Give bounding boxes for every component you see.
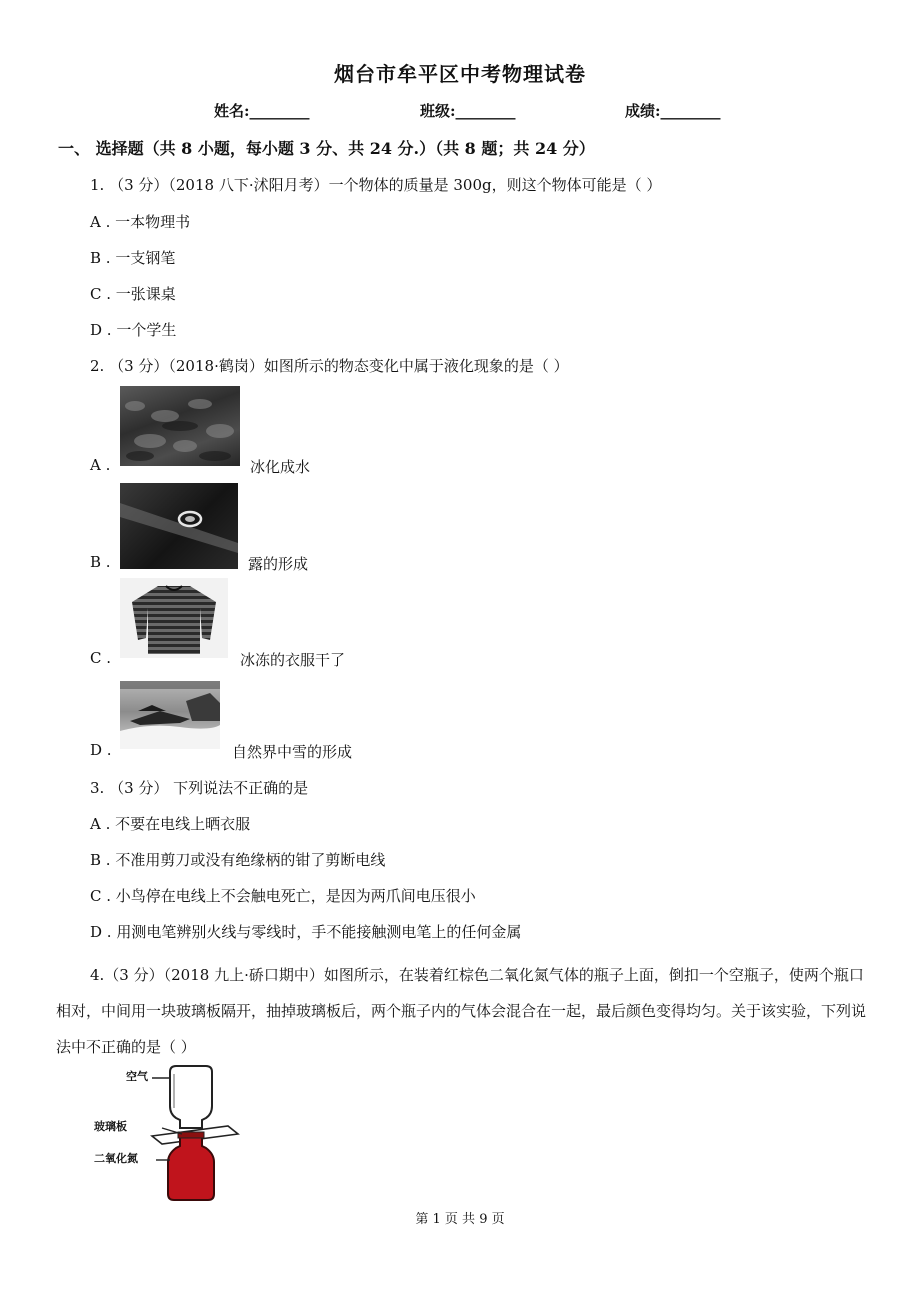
q3-option-a: A . 不要在电线上晒衣服 bbox=[90, 815, 251, 833]
q2-option-d-image bbox=[120, 681, 220, 749]
page-footer: 第 1 页 共 9 页 bbox=[415, 1212, 505, 1227]
q2-option-b-image bbox=[120, 483, 238, 569]
q4-label-no2: 二氧化氮 bbox=[94, 1152, 138, 1165]
q2-option-d-letter: D . bbox=[90, 741, 112, 759]
question-2: 2. （3 分）（2018·鹤岗）如图所示的物态变化中属于液化现象的是（ ） bbox=[90, 357, 569, 375]
q2-option-c-letter: C . bbox=[90, 649, 112, 667]
section-heading: 一、 选择题（共 8 小题，每小题 3 分、共 24 分.）（共 8 题；共 24 分） bbox=[58, 139, 595, 158]
q3-option-b: B . 不准用剪刀或没有绝缘柄的钳了剪断电线 bbox=[90, 851, 386, 869]
q2-option-a-letter: A . bbox=[90, 456, 111, 474]
q2-option-b-label: 露的形成 bbox=[248, 555, 309, 573]
q1-option-b: B . 一支钢笔 bbox=[90, 249, 176, 267]
class-field: 班级:________ bbox=[420, 102, 516, 120]
q2-option-a-label: 冰化成水 bbox=[250, 458, 311, 476]
q2-option-c-image bbox=[120, 578, 228, 658]
question-4: 4.（3 分）（2018 九上·硚口期中）如图所示，在装着红棕色二氧化氮气体的瓶子上面，倒扣一个空瓶子，使两个瓶口相对，中间用一块玻璃板隔开，抽掉玻璃板后，两个瓶子内的气体会混合在一起，最后颜色变得均匀。关于该实验，下列说法中不正确的是（ ） bbox=[56, 966, 867, 1056]
q1-option-d: D . 一个学生 bbox=[90, 321, 177, 339]
q3-option-c: C . 小鸟停在电线上不会触电死亡，是因为两爪间电压很小 bbox=[90, 887, 476, 905]
question-3: 3. （3 分） 下列说法不正确的是 bbox=[90, 779, 309, 797]
q3-option-d: D . 用测电笔辨别火线与零线时，手不能接触测电笔上的任何金属 bbox=[90, 923, 522, 941]
q2-option-d-label: 自然界中雪的形成 bbox=[232, 743, 353, 761]
q1-option-c: C . 一张课桌 bbox=[90, 285, 176, 303]
q2-option-c-label: 冰冻的衣服干了 bbox=[240, 651, 346, 669]
q2-option-b-letter: B . bbox=[90, 553, 111, 571]
score-field: 成绩:________ bbox=[625, 102, 721, 120]
q4-label-glass-plate: 玻璃板 bbox=[94, 1120, 127, 1133]
q2-option-a-image bbox=[120, 386, 240, 466]
question-1: 1. （3 分）（2018 八下·沭阳月考）一个物体的质量是 300g，则这个物体可能是（ ） bbox=[90, 176, 662, 194]
q4-figure bbox=[90, 1062, 250, 1202]
page-title: 烟台市牟平区中考物理试卷 bbox=[334, 62, 586, 86]
name-field: 姓名:________ bbox=[214, 102, 310, 120]
q4-label-air: 空气 bbox=[126, 1070, 148, 1083]
q1-option-a: A . 一本物理书 bbox=[90, 213, 191, 231]
